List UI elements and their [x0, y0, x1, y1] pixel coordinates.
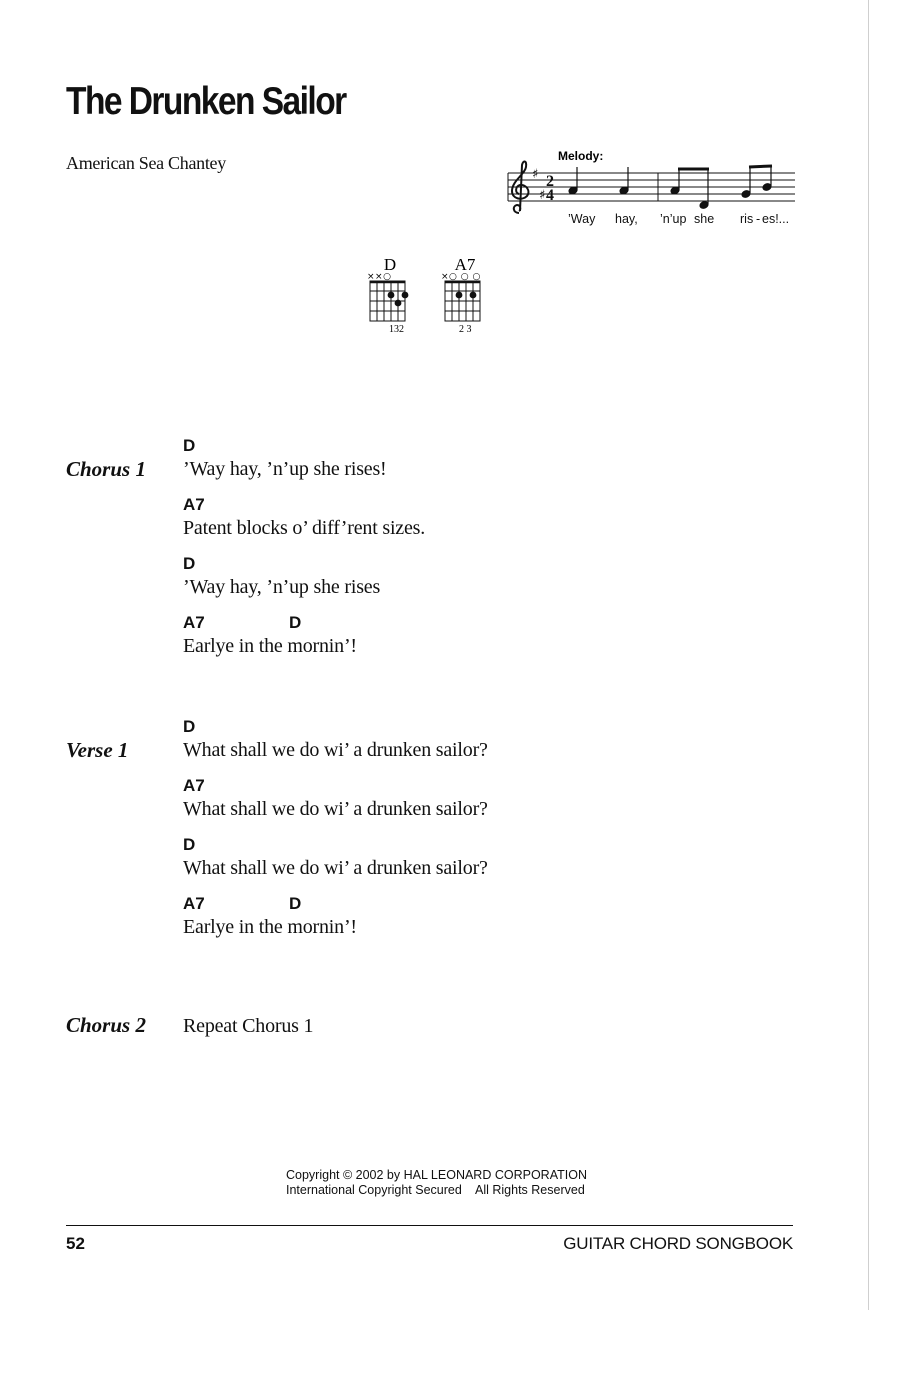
melody-lyric: she	[694, 212, 715, 226]
svg-text:♯: ♯	[532, 167, 539, 182]
chord-diagram-d	[362, 254, 422, 344]
lyric-line: Earlye in the mornin’!	[183, 635, 357, 657]
melody-lyrics	[568, 212, 789, 226]
melody-lyric: ris	[740, 212, 754, 226]
chord-symbol: A7	[183, 776, 205, 795]
melody-lyric: es!...	[762, 212, 790, 226]
melody-excerpt	[500, 143, 800, 233]
chord-symbol: D	[183, 554, 196, 573]
chord-symbol: D	[289, 613, 302, 632]
melody-lyric: hay,	[615, 212, 638, 226]
string-marks: ×○ ○ ○	[441, 272, 481, 282]
book-title: GUITAR CHORD SONGBOOK	[563, 1234, 793, 1253]
string-marks: ××○	[367, 272, 392, 282]
melody-lyric: ’n’up	[660, 212, 687, 226]
melody-label: Melody:	[558, 149, 604, 163]
footer-divider	[66, 1225, 793, 1226]
section-label-chorus-1: Chorus 1	[66, 457, 146, 481]
melody-lyric: ’Way	[568, 212, 596, 226]
chord-symbol: A7	[183, 613, 205, 632]
chord-symbol: D	[289, 894, 302, 913]
song-origin: American Sea Chantey	[66, 153, 226, 173]
chord-symbol: D	[183, 835, 196, 854]
chord-diagram-a7	[437, 254, 497, 344]
lyric-line: What shall we do wi’ a drunken sailor?	[183, 857, 488, 879]
lyric-line: Patent blocks o’ diff’rent sizes.	[183, 517, 426, 539]
chord-symbol: A7	[183, 894, 205, 913]
svg-text:2: 2	[546, 173, 554, 190]
section-label-verse-1: Verse 1	[66, 738, 129, 762]
lyric-line: What shall we do wi’ a drunken sailor?	[183, 798, 488, 820]
page-number: 52	[66, 1234, 85, 1253]
melody-lyric: -	[756, 212, 761, 226]
repeat-instruction: Repeat Chorus 1	[183, 1015, 314, 1037]
chord-fingering: 2 3	[459, 324, 472, 335]
chord-fingering: 132	[389, 324, 404, 335]
page-edge-rule	[868, 0, 869, 1310]
svg-text:4: 4	[546, 187, 554, 204]
time-signature	[546, 173, 554, 204]
svg-text:♯: ♯	[539, 188, 546, 203]
copyright-line-2: International Copyright Secured All Rights Reserved	[286, 1183, 585, 1197]
key-signature-sharps	[532, 167, 545, 203]
chord-diagram-name: D	[383, 255, 397, 274]
chord-symbol: D	[183, 717, 196, 736]
section-label-chorus-2: Chorus 2	[66, 1013, 146, 1037]
lyric-line: ’Way hay, ’n’up she rises!	[183, 458, 387, 480]
chord-symbol: D	[183, 436, 196, 455]
lyric-line: What shall we do wi’ a drunken sailor?	[183, 739, 488, 761]
lyric-line: Earlye in the mornin’!	[183, 916, 357, 938]
copyright-notice	[286, 1168, 587, 1198]
copyright-line-1: Copyright © 2002 by HAL LEONARD CORPORATION	[286, 1168, 587, 1182]
song-title: The Drunken Sailor	[66, 80, 346, 123]
lyric-line: ’Way hay, ’n’up she rises	[183, 576, 381, 598]
chord-diagram-name: A7	[454, 255, 476, 274]
chord-symbol: A7	[183, 495, 205, 514]
